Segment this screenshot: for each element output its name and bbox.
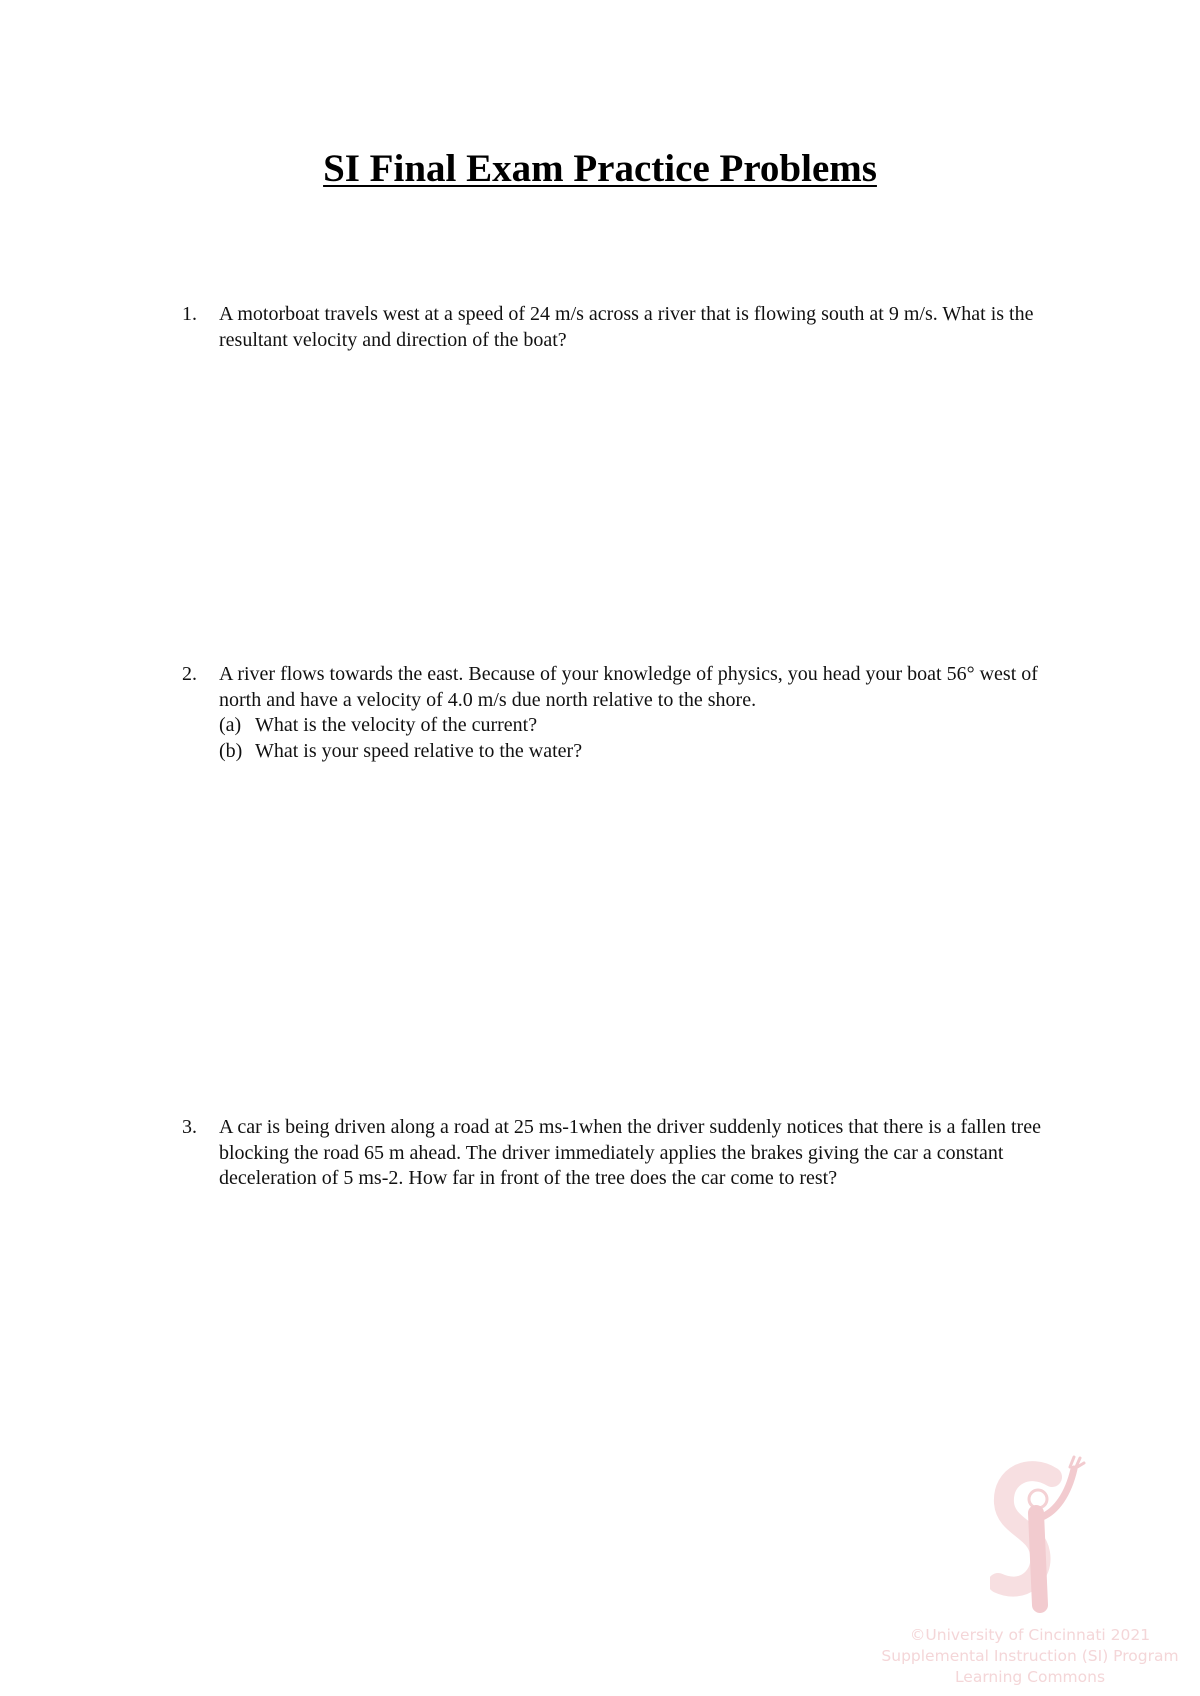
watermark-unit: Learning Commons bbox=[954, 1668, 1106, 1686]
watermark bbox=[880, 1455, 1200, 1696]
problem-part-a bbox=[219, 713, 1062, 739]
problem-text: A river flows towards the east. Because of your knowledge of physics, you head your boat 56° west of north and have a velocity of 4.0 m/s due north relative to the shore. bbox=[219, 663, 1038, 711]
watermark-copyright: ©University of Cincinnati 2021 bbox=[909, 1626, 1151, 1644]
part-label: (b) bbox=[219, 739, 243, 762]
problem-2 bbox=[182, 662, 1062, 764]
problem-1 bbox=[182, 302, 1062, 353]
part-text: What is the velocity of the current? bbox=[255, 714, 538, 736]
si-logo-icon bbox=[990, 1455, 1090, 1620]
problem-text: A motorboat travels west at a speed of 24 m/s across a river that is flowing south at 9 m/s. What is the resultant velocity and direction of the boat? bbox=[219, 303, 1034, 351]
part-label: (a) bbox=[219, 714, 242, 736]
page-title: SI Final Exam Practice Problems bbox=[323, 147, 877, 190]
problem-part-b bbox=[219, 739, 1062, 765]
problem-number: 1. bbox=[182, 303, 197, 325]
problem-body bbox=[219, 662, 1062, 764]
problem-3 bbox=[182, 1115, 1062, 1192]
problem-text: A car is being driven along a road at 25 ms-1when the driver suddenly notices that there is a fallen tree blocking the road 65 m ahead. The driver immediately applies the brakes giving the car a constant deceleration of 5 ms-2. How far in front of the tree does the car come to rest? bbox=[219, 1116, 1041, 1189]
part-text: What is your speed relative to the water? bbox=[255, 739, 583, 762]
watermark-program: Supplemental Instruction (SI) Program bbox=[881, 1647, 1179, 1665]
problem-number: 3. bbox=[182, 1116, 197, 1138]
problem-number: 2. bbox=[182, 663, 197, 685]
